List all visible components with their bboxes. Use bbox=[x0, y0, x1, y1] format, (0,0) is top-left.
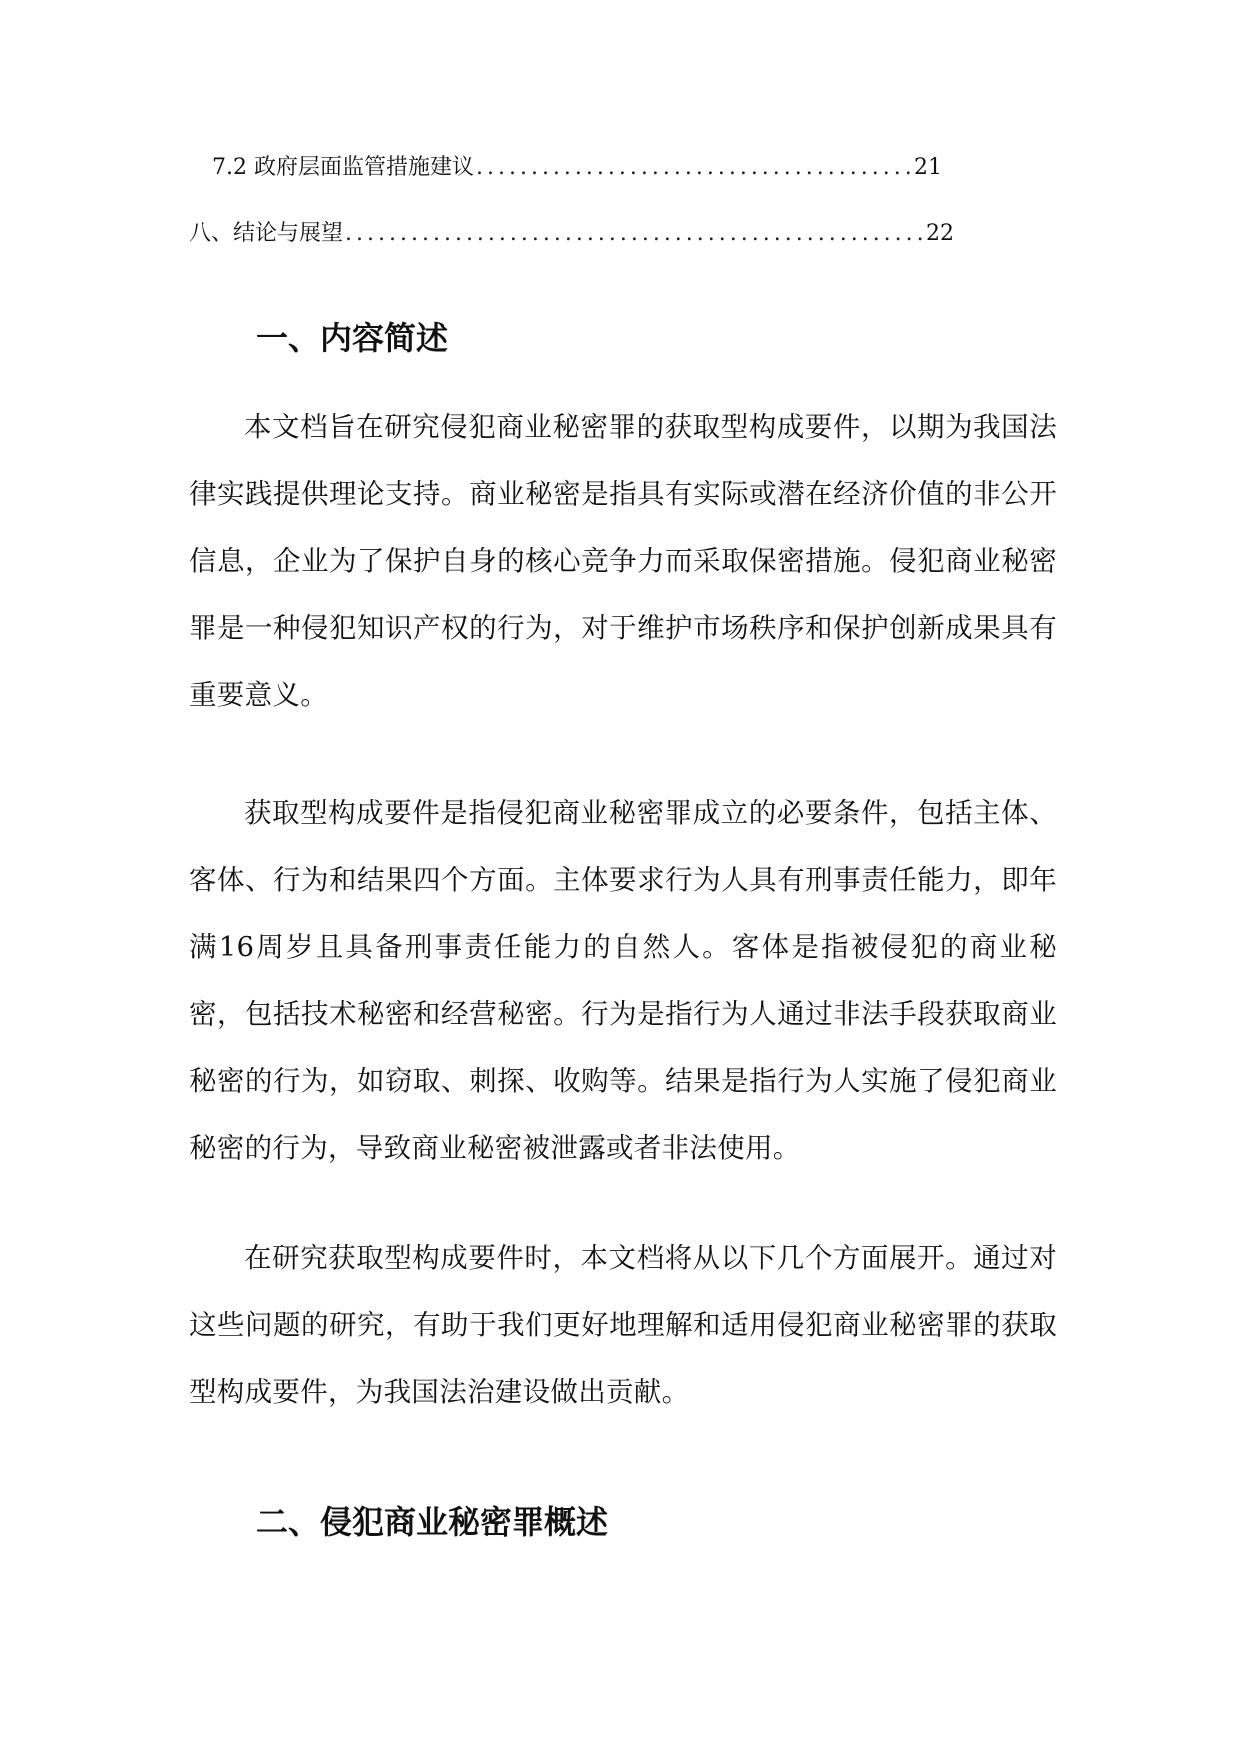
toc-entry[interactable] bbox=[189, 216, 954, 256]
toc-entry[interactable] bbox=[212, 150, 942, 190]
body-paragraph: 获取型构成要件是指侵犯商业秘密罪成立的必要条件，包括主体、客体、行为和结果四个方面。主体要求行为人具有刑事责任能力，即年满16周岁且具备刑事责任能力的自然人。客体是指被侵犯的商业秘密，包括技术秘密和经营秘密。行为是指行为人通过非法手段获取商业秘密的行为，如窃取、刺探、收购等。结果是指行为人实施了侵犯商业秘密的行为，导致商业秘密被泄露或者非法使用。 bbox=[189, 797, 1057, 1164]
section-heading: 一、内容简述 bbox=[256, 319, 449, 357]
toc-leader-dots bbox=[345, 221, 924, 246]
section-heading: 二、侵犯商业秘密罪概述 bbox=[256, 1503, 609, 1541]
toc-entry-page: 21 bbox=[914, 155, 942, 180]
body-paragraph: 本文档旨在研究侵犯商业秘密罪的获取型构成要件，以期为我国法律实践提供理论支持。商业秘密是指具有实际或潜在经济价值的非公开信息，企业为了保护自身的核心竞争力而采取保密措施。侵犯商业秘密罪是一种侵犯知识产权的行为，对于维护市场秩序和保护创新成果具有重要意义。 bbox=[189, 411, 1057, 711]
toc-entry-title: 八、结论与展望 bbox=[189, 221, 344, 246]
toc-entry-page: 22 bbox=[926, 221, 954, 246]
toc-leader-dots bbox=[476, 155, 912, 180]
body-paragraph: 在研究获取型构成要件时，本文档将从以下几个方面展开。通过对这些问题的研究，有助于我们更好地理解和适用侵犯商业秘密罪的获取型构成要件，为我国法治建设做出贡献。 bbox=[189, 1242, 1057, 1408]
toc-entry-title: 7.2 政府层面监管措施建议 bbox=[212, 155, 474, 180]
